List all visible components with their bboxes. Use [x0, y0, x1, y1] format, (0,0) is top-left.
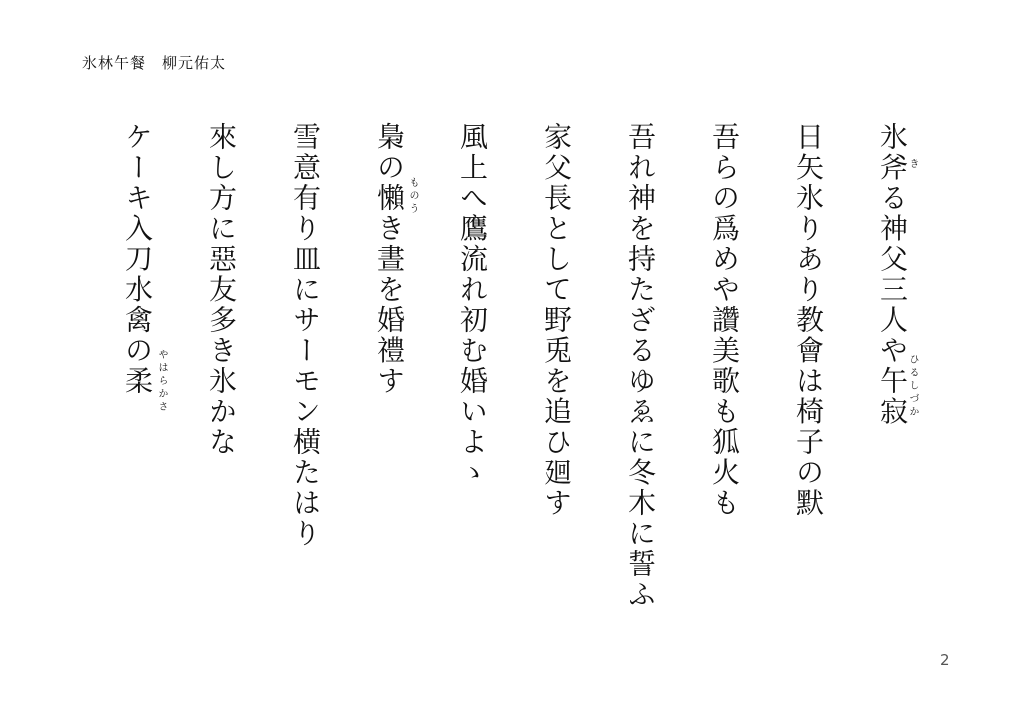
poem-line-1: 氷斧る神父三人や午寂 — [876, 122, 909, 427]
poem-line-10: ケーキ入刀水禽の柔 — [121, 122, 154, 397]
page-header — [82, 52, 226, 73]
poem-line-5: 家父長として野兎を追ひ廻す — [540, 122, 573, 519]
poem-line-8: 雪意有り皿にサーモン横たはり — [289, 122, 322, 549]
ruby-monou: ものう — [407, 177, 418, 216]
ruby-hirushizuka: ひるしづか — [907, 354, 918, 419]
poem-line-2: 日矢氷りあり教會は椅子の默 — [792, 122, 825, 519]
author-name: 柳元佑太 — [162, 54, 227, 72]
ruby-yawarakasa: やはらかさ — [156, 349, 167, 414]
collection-title: 氷林午餐 — [82, 54, 147, 72]
poem-line-6: 風上へ鷹流れ初む婚いよゝ — [456, 122, 489, 488]
poem-line-9: 來し方に惡友多き氷かな — [205, 122, 238, 458]
poem-line-3: 吾らの爲めや讚美歌も狐火も — [708, 122, 741, 519]
page-number: 2 — [940, 651, 950, 669]
poem-line-4: 吾れ神を持たざるゆゑに冬木に誓ふ — [624, 122, 657, 610]
poem-line-7: 梟の懶き晝を婚禮す — [373, 122, 406, 397]
ruby-ki: き — [907, 158, 918, 171]
